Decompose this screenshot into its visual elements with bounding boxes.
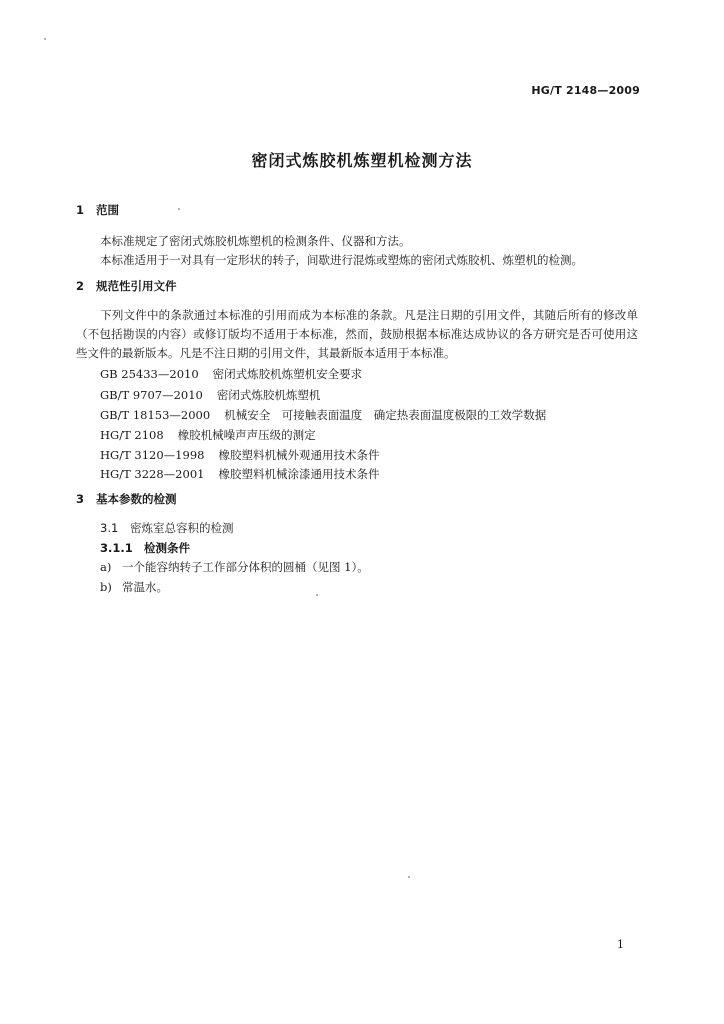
reference-title: 机械安全 可接触表面温度 确定热表面温度极限的工效学数据	[224, 408, 547, 422]
section-2-title: 规范性引用文件	[96, 279, 177, 293]
reference-item	[100, 447, 379, 463]
list-text: 常温水。	[122, 580, 168, 594]
section-2-intro-text: 下列文件中的条款通过本标准的引用而成为本标准的条款。凡是注日期的引用文件，其随后所有的修改单（不包括勘误的内容）或修订版均不适用于本标准，然而，鼓励根据本标准达成协议的各方研究是否可使用这些文件的最新版本。凡是不注日期的引用文件，其最新版本适用于本标准。	[76, 308, 638, 360]
scan-speck	[316, 594, 318, 596]
reference-code: GB/T 9707—2010	[100, 388, 203, 402]
section-1-paragraph-2: 本标准适用于一对具有一定形状的转子，间歇进行混炼或塑炼的密闭式炼胶机、炼塑机的检测。	[100, 253, 583, 267]
section-3-heading	[76, 491, 177, 507]
reference-title: 密闭式炼胶机炼塑机安全要求	[212, 367, 363, 381]
section-3-title: 基本参数的检测	[96, 492, 177, 506]
subsection-3-1-1-heading	[100, 540, 190, 556]
section-3-number: 3	[76, 492, 85, 506]
reference-code: GB 25433—2010	[100, 367, 199, 381]
reference-title: 密闭式炼胶机炼塑机	[216, 388, 321, 402]
list-item	[100, 579, 168, 595]
scan-speck	[44, 38, 46, 40]
reference-title: 橡胶塑料机械外观通用技术条件	[218, 448, 380, 462]
subsection-3-1-1-number: 3.1.1	[100, 541, 133, 555]
page-number: 1	[617, 938, 624, 951]
list-marker: b)	[100, 580, 112, 594]
list-text: 一个能容纳转子工作部分体积的圆桶（见图 1）。	[122, 560, 369, 574]
scan-speck	[408, 876, 410, 878]
reference-code: GB/T 18153—2000	[100, 408, 211, 422]
reference-item	[100, 466, 379, 482]
reference-item	[100, 427, 316, 443]
subsection-3-1-heading	[100, 520, 234, 536]
reference-title: 橡胶机械噪声声压级的测定	[177, 428, 316, 442]
document-title: 密闭式炼胶机炼塑机检测方法	[251, 151, 473, 170]
reference-title: 橡胶塑料机械涂漆通用技术条件	[218, 467, 380, 481]
list-item	[100, 559, 369, 575]
reference-code: HG/T 3228—2001	[100, 467, 205, 481]
subsection-3-1-title: 密炼室总容积的检测	[130, 521, 234, 535]
reference-code: HG/T 3120—1998	[100, 448, 205, 462]
standard-code: HG/T 2148—2009	[531, 84, 640, 97]
reference-item	[100, 387, 320, 403]
section-1-number: 1	[76, 203, 85, 217]
section-2-number: 2	[76, 279, 85, 293]
section-1-title: 范围	[96, 203, 119, 217]
subsection-3-1-1-title: 检测条件	[144, 541, 190, 555]
reference-item	[100, 407, 546, 423]
subsection-3-1-number: 3.1	[100, 521, 119, 535]
section-1-paragraph-1: 本标准规定了密闭式炼胶机炼塑机的检测条件、仪器和方法。	[100, 234, 411, 248]
reference-item	[100, 366, 362, 382]
section-1-heading	[76, 202, 119, 218]
list-marker: a)	[100, 560, 112, 574]
section-2-heading	[76, 278, 177, 294]
reference-code: HG/T 2108	[100, 428, 164, 442]
section-2-intro	[76, 306, 638, 363]
scan-speck	[178, 208, 180, 210]
